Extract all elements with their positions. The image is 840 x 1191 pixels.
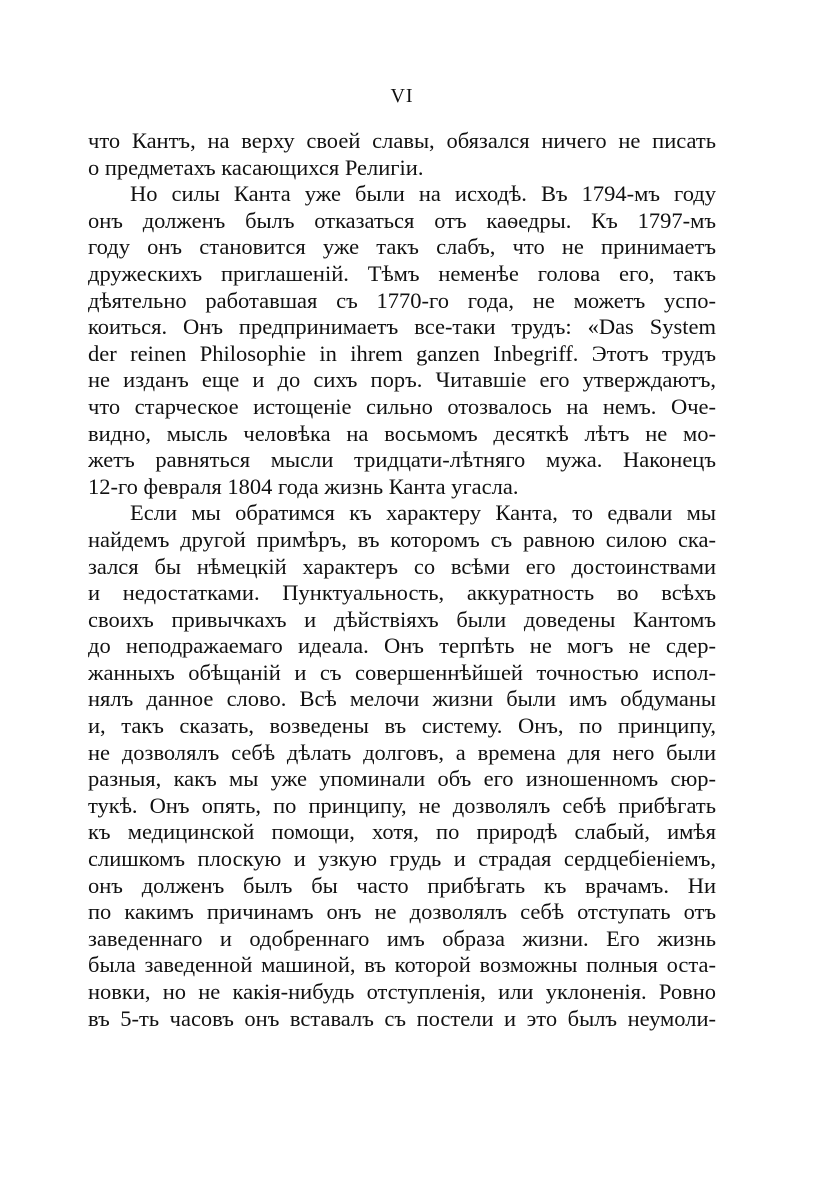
text-line: по какимъ причинамъ онъ не дозволялъ себѣ отступать отъ	[88, 899, 716, 925]
text-line: къ медицинской помощи, хотя, по природѣ слабый, имѣя	[88, 819, 716, 845]
text-line: разныя, какъ мы уже упоминали объ его изношенномъ сюр-	[88, 766, 716, 792]
text-line: не изданъ еще и до сихъ поръ. Читавшіе его утверждаютъ,	[88, 367, 716, 393]
text-line: въ 5-ть часовъ онъ вставалъ съ постели и это былъ неумоли-	[88, 1005, 716, 1031]
text-line: жанныхъ обѣщаній и съ совершеннѣйшей точностью испол-	[88, 659, 716, 685]
text-line: найдемъ другой примѣръ, въ которомъ съ равною силою ска-	[88, 526, 716, 552]
paragraph-2	[88, 181, 716, 500]
text-line: онъ долженъ былъ отказаться отъ каѳедры. Къ 1797-мъ	[88, 207, 716, 233]
text-line: зался бы нѣмецкій характеръ со всѣми его достоинствами	[88, 553, 716, 579]
text-line: нялъ данное слово. Всѣ мелочи жизни были имъ обдуманы	[88, 686, 716, 712]
text-line: дѣятельно работавшая съ 1770-го года, не можетъ успо-	[88, 287, 716, 313]
text-line: онъ долженъ былъ бы часто прибѣгать къ врачамъ. Ни	[88, 872, 716, 898]
text-line: не дозволялъ себѣ дѣлать долговъ, а времена для него были	[88, 739, 716, 765]
text-line: видно, мысль человѣка на восьмомъ десяткѣ лѣтъ не мо-	[88, 420, 716, 446]
text-line: что старческое истощеніе сильно отозвалось на немъ. Оче-	[88, 393, 716, 419]
paragraph-3	[88, 500, 716, 1032]
text-line: der reinen Philosophie in ihrem ganzen Inbegriff. Этотъ трудъ	[88, 340, 716, 366]
text-line: слишкомъ плоскую и узкую грудь и страдая сердцебіеніемъ,	[88, 846, 716, 872]
text-line: Если мы обратимся къ характеру Канта, то едвали мы	[130, 500, 716, 526]
text-line: о предметахъ касающихся Религіи.	[88, 154, 424, 180]
text-line: Но силы Канта уже были на исходѣ. Въ 1794-мъ году	[130, 181, 716, 207]
text-line: дружескихъ приглашеній. Тѣмъ неменѣе голова его, такъ	[88, 260, 716, 286]
book-page	[88, 82, 716, 1032]
text-line: тукѣ. Онъ опять, по принципу, не дозволялъ себѣ прибѣгать	[88, 792, 716, 818]
text-line: жетъ равняться мысли тридцати-лѣтняго мужа. Наконецъ	[88, 447, 716, 473]
text-line: и, такъ сказать, возведены въ систему. Онъ, по принципу,	[88, 713, 716, 739]
text-line: была заведенной машиной, въ которой возможны полныя оста-	[88, 952, 716, 978]
text-line: что Кантъ, на верху своей славы, обязался ничего не писать	[88, 128, 716, 153]
paragraph-1	[88, 128, 716, 181]
text-line: году онъ становится уже такъ слабъ, что не принимаетъ	[88, 234, 716, 260]
text-line: до неподражаемаго идеала. Онъ терпѣть не могъ не сдер-	[88, 633, 716, 659]
text-line: 12-го февраля 1804 года жизнь Канта угасла.	[88, 473, 519, 499]
page-number: VI	[390, 85, 414, 107]
text-line: коиться. Онъ предпринимаетъ все-таки трудъ: «Das System	[88, 314, 716, 340]
text-line: и недостатками. Пунктуальность, аккуратность во всѣхъ	[88, 580, 716, 606]
text-line: новки, но не какія-нибудь отступленія, или уклоненія. Ровно	[88, 979, 716, 1004]
text-line: заведеннаго и одобреннаго имъ образа жизни. Его жизнь	[88, 925, 716, 951]
text-line: своихъ привычкахъ и дѣйствіяхъ были доведены Кантомъ	[88, 606, 716, 632]
